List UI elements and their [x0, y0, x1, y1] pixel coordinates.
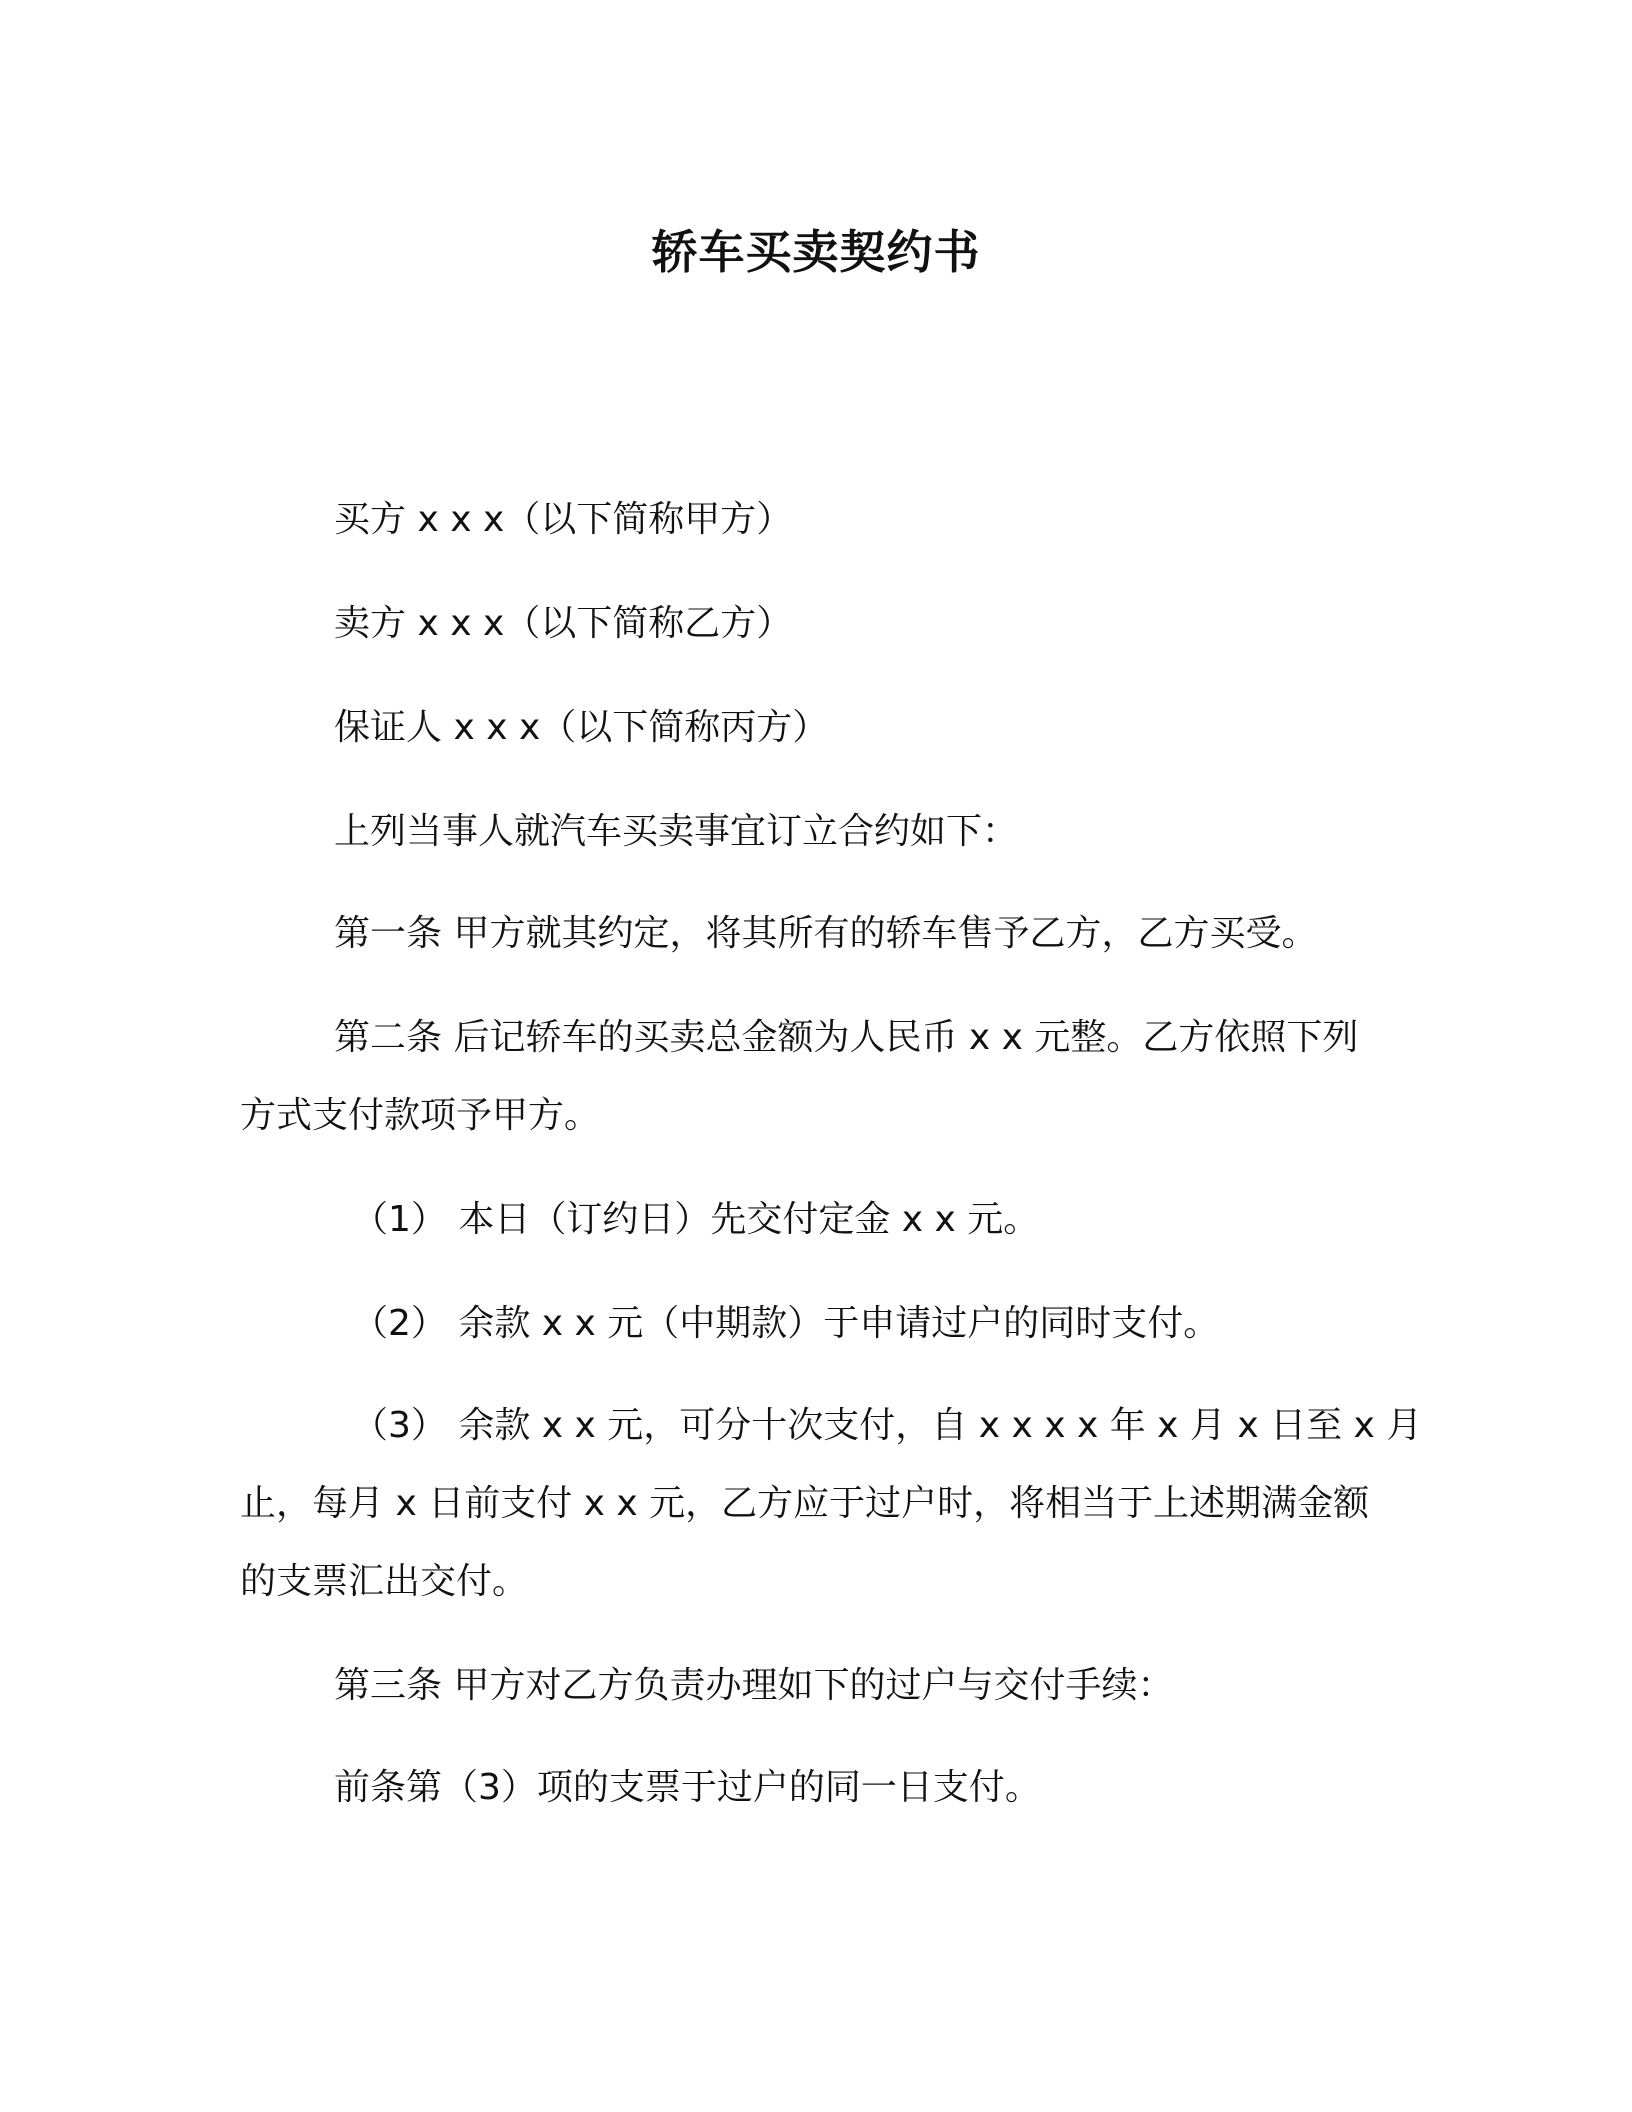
- article-2-line-2: 方式支付款项予甲方。: [240, 1095, 601, 1136]
- document-title: 轿车买卖契约书: [651, 225, 981, 279]
- article-1: 第一条 甲方就其约定，将其所有的轿车售予乙方，乙方买受。: [334, 913, 1318, 954]
- payment-item-3-line-2: 止，每月 x 日前支付 x x 元，乙方应于过户时，将相当于上述期满金额: [240, 1483, 1370, 1524]
- payment-item-1: （1） 本日（订约日）先交付定金 x x 元。: [352, 1199, 1040, 1240]
- article-3-detail: 前条第（3）项的支票于过户的同一日支付。: [334, 1767, 1041, 1808]
- article-3: 第三条 甲方对乙方负责办理如下的过户与交付手续：: [334, 1665, 1174, 1706]
- payment-item-2: （2） 余款 x x 元（中期款）于申请过户的同时支付。: [352, 1303, 1220, 1344]
- buyer-line: 买方 x x x（以下简称甲方）: [334, 499, 793, 540]
- preamble-line: 上列当事人就汽车买卖事宜订立合约如下：: [334, 811, 1019, 852]
- guarantor-line: 保证人 x x x（以下简称丙方）: [334, 707, 829, 748]
- payment-item-3-line-3: 的支票汇出交付。: [240, 1561, 529, 1602]
- seller-line: 卖方 x x x（以下简称乙方）: [334, 603, 793, 644]
- payment-item-3-line-1: （3） 余款 x x 元，可分十次支付，自 x x x x 年 x 月 x 日至 x 月: [352, 1405, 1423, 1446]
- article-2-line-1: 第二条 后记轿车的买卖总金额为人民币 x x 元整。乙方依照下列: [334, 1017, 1359, 1058]
